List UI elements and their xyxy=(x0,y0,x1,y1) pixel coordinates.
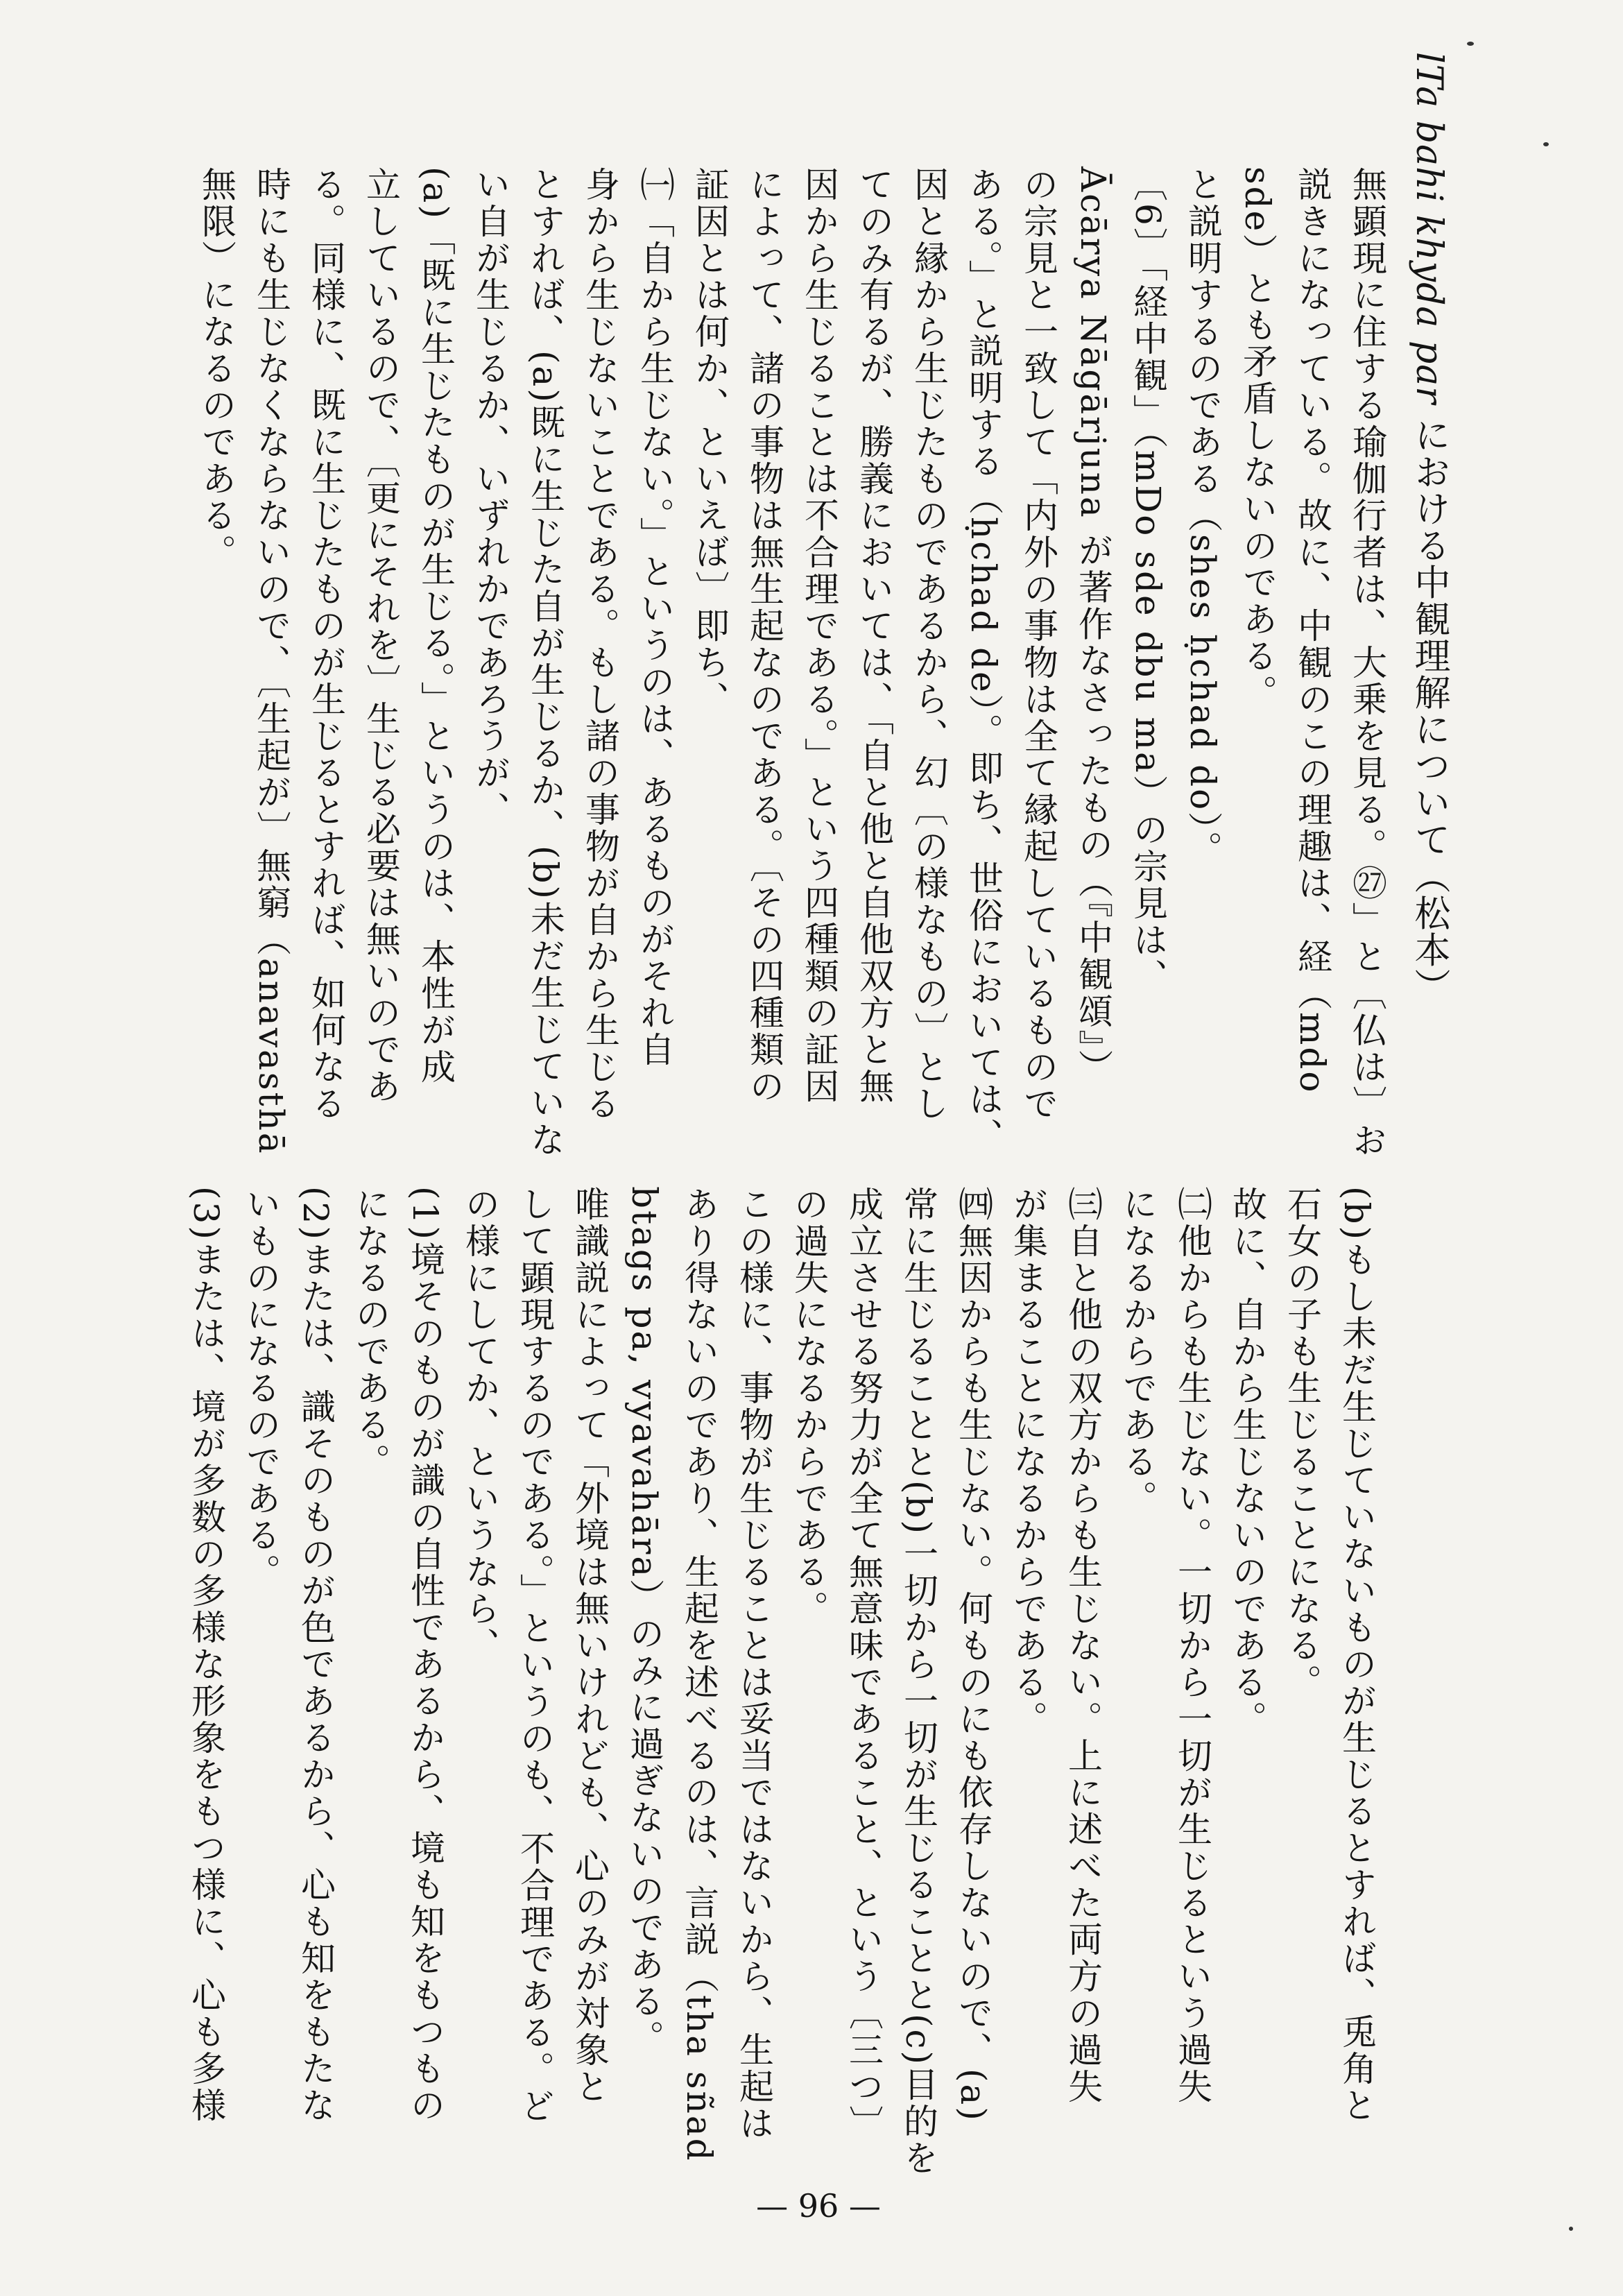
text-line: (1)境そのものが識の自性であるから、境も知をもつもの xyxy=(405,1186,445,2124)
text-line: 無顕現に住する瑜伽行者は、大乗を見る。㉗」と〔仏は〕お xyxy=(1347,166,1387,1159)
text-line: によって、諸の事物は無生起なのである。〔その四種類の xyxy=(744,166,784,1105)
text-line: 因と縁から生じたものであるから、幻〔の様なもの〕とし xyxy=(909,166,949,1122)
text-line: (3)または、境が多数の多様な形象をもつ様に、心も多様 xyxy=(186,1186,226,2124)
text-line: して顕現するのである。」というのも、不合理である。ど xyxy=(515,1186,555,2125)
text-line: 証因とは何か、といえば〕即ち、 xyxy=(689,166,730,718)
text-line: 因から生じることは不合理である。」という四種類の証因 xyxy=(799,166,839,1105)
text-line: 〔6〕「経中観」（mDo sde dbu ma）の宗見は、 xyxy=(1128,166,1168,995)
text-line: の過失になるからである。 xyxy=(789,1186,829,1627)
text-line: 無限）になるのである。 xyxy=(196,166,237,571)
text-line: 常に生じることと(b)一切から一切が生じることと(c)目的を xyxy=(898,1186,938,2177)
text-block-bottom xyxy=(163,1186,1384,2185)
text-line: 唯識説によって「外境は無いけれども、心のみが対象と xyxy=(569,1186,610,2105)
text-line: る。同様に、既に生じたものが生じるとすれば、如何なる xyxy=(306,166,346,1122)
text-line: 時にも生じなくならないので、〔生起が〕無窮（anavasthā xyxy=(251,166,291,1156)
running-header xyxy=(1405,52,1453,1044)
text-line: が集まることになるからである。 xyxy=(1008,1186,1048,1738)
text-block-top xyxy=(160,166,1394,1159)
text-line: になるのである。 xyxy=(350,1186,390,1480)
text-line: ㈢自と他の双方からも生じない。上に述べた両方の過失 xyxy=(1063,1186,1103,2105)
text-line: 立しているので、〔更にそれを〕生じる必要は無いのであ xyxy=(361,166,401,1105)
text-line: 故に、自から生じないのである。 xyxy=(1227,1186,1267,1738)
text-line: の様にしてか、というなら、 xyxy=(460,1186,500,1664)
scan-speck xyxy=(1543,142,1549,146)
text-line: と説明するのである（shes ḥchad do）。 xyxy=(1183,166,1223,868)
text-line: の宗見と一致して「内外の事物は全て縁起しているもので xyxy=(1018,166,1058,1122)
text-line: ㈡他からも生じない。一切から一切が生じるという過失 xyxy=(1172,1186,1212,2105)
text-line: (b)もし未だ生じていないものが生じるとすれば、兎角と xyxy=(1337,1186,1377,2125)
text-line: Ācārya Nāgārjuna が著作なさったもの（『中観頌』） xyxy=(1073,166,1113,1086)
text-line: 説きになっている。故に、中観のこの理趣は、経（mdo xyxy=(1292,166,1332,1095)
scan-speck xyxy=(1467,42,1474,46)
text-line: とすれば、(a)既に生じた自が生じるか、(b)未だ生じていな xyxy=(525,166,565,1158)
text-line: 成立させる努力が全て無意味であること、という〔三つ〕 xyxy=(843,1186,884,2142)
text-line: になるからである。 xyxy=(1117,1186,1158,1517)
text-line: あり得ないのであり、生起を述べるのは、言説（tha sñad xyxy=(679,1186,719,2163)
text-line: いものになるのである。 xyxy=(241,1186,281,1591)
text-line: sde）とも矛盾しないのである。 xyxy=(1237,166,1278,712)
text-line: (2)または、識そのものが色であるから、心も知をもたな xyxy=(295,1186,336,2124)
text-line: ㈣無因からも生じない。何ものにも依存しないので、(a) xyxy=(953,1186,993,2123)
header-title-jp: における中観理解について（松本） xyxy=(1408,416,1450,1005)
text-line: い自が生じるか、いずれかであろうが、 xyxy=(470,166,510,828)
text-line: 石女の子も生じることになる。 xyxy=(1282,1186,1322,1701)
header-title-latin: lTa bahi khyda par xyxy=(1408,52,1450,405)
text-line: 身から生じないことである。もし諸の事物が自から生じる xyxy=(580,166,620,1122)
scan-speck xyxy=(1569,2227,1573,2231)
text-line: てのみ有るが、勝義においては、「自と他と自他双方と無 xyxy=(854,166,894,1105)
page-number: — 96 — xyxy=(756,2187,881,2225)
text-line: ㈠「自から生じない。」というのは、あるものがそれ自 xyxy=(635,166,675,1068)
text-line: この様に、事物が生じることは妥当ではないから、生起は xyxy=(734,1186,774,2142)
text-line: ある。」と説明する（ḥchad de）。即ち、世俗においては、 xyxy=(963,166,1004,1155)
text-line: (a)「既に生じたものが生じる。」というのは、本性が成 xyxy=(415,166,456,1086)
text-line: btags pa, vyavahāra）のみに過ぎないのである。 xyxy=(624,1186,664,2057)
